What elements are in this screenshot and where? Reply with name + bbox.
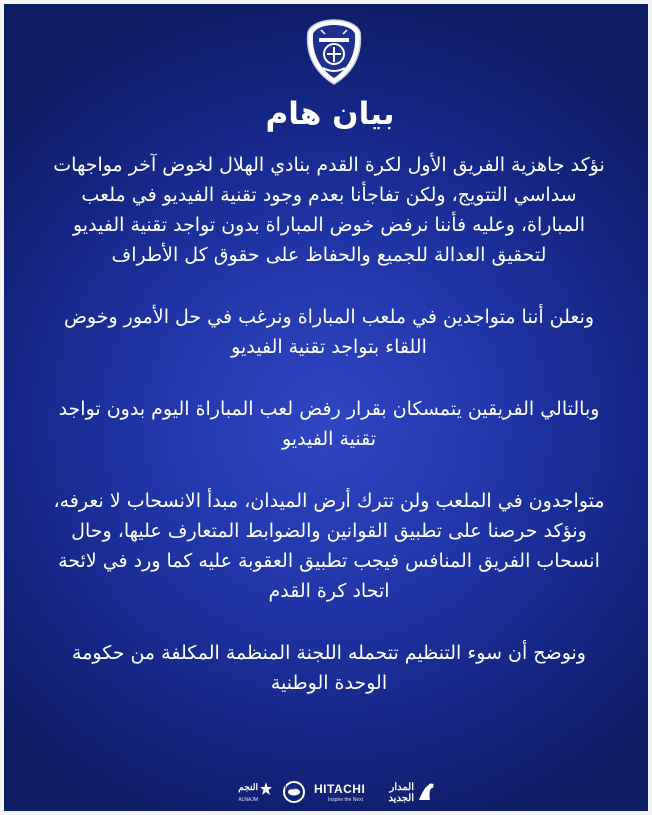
- paragraph-line: متواجدون في الملعب ولن تترك أرض الميدان، مبدأ الانسحاب لا نعرفه،: [53, 490, 605, 512]
- libyana-logo: [278, 778, 310, 808]
- hitachi-logo: [314, 778, 370, 808]
- paragraph-line: اللقاء بتواجد تقنية الفيديو: [231, 336, 427, 358]
- sponsor-tagline: Inspire the Next: [328, 797, 364, 803]
- paragraph-line: المباراة، وعليه فأننا نرفض خوض المباراة بدون تواجد تقنية الفيديو: [72, 214, 586, 236]
- sponsor-name: النجم: [238, 782, 258, 792]
- paragraph-line: تقنية الفيديو: [281, 428, 377, 450]
- statement-title: بيان هام: [265, 96, 395, 132]
- almadar-logo: [376, 778, 436, 808]
- paragraph-5: [30, 638, 628, 698]
- paragraph-line: وبالتالي الفريقين يتمسكان بقرار رفض لعب المباراة اليوم بدون تواجد: [58, 398, 600, 420]
- paragraph-1: [30, 150, 628, 270]
- sponsor-strip: [8, 778, 652, 808]
- paragraph-line: انسحاب الفريق المنافس فيجب تطبيق العقوبة عليه كما ورد في لائحة: [58, 550, 600, 572]
- paragraph-line: الوحدة الوطنية: [270, 672, 388, 694]
- sponsor-tagline: ALNAJM: [238, 797, 258, 803]
- sponsor-name: HITACHI: [314, 782, 366, 796]
- paragraph-line: ونعلن أننا متواجدين في ملعب المباراة ونرغب في حل الأمور وخوض: [63, 306, 595, 328]
- paragraph-line: اتحاد كرة القدم: [268, 580, 390, 602]
- paragraph-2: [30, 302, 628, 362]
- paragraph-4: [30, 486, 628, 606]
- paragraph-line: ونوضح أن سوء التنظيم تتحمله اللجنة المنظمة المكلفة من حكومة: [72, 642, 586, 664]
- paragraph-line: نؤكد جاهزية الفريق الأول لكرة القدم بنادي الهلال لخوض آخر مواجهات: [53, 154, 605, 176]
- club-crest-icon: [305, 18, 363, 86]
- sponsor-name: ليبيانا: [285, 785, 296, 791]
- paragraph-3: [30, 394, 628, 454]
- alnijm-logo: [230, 778, 274, 808]
- paragraph-line: لتحقيق العدالة للجميع والحفاظ على حقوق كل الأطراف: [111, 244, 547, 266]
- statement-body: [30, 150, 628, 730]
- paragraph-line: سداسي التتويج، ولكن تفاجأنا بعدم وجود تقنية الفيديو في ملعب: [81, 184, 577, 206]
- statement-canvas: [8, 8, 652, 815]
- sponsor-name: المدار الجديد: [388, 782, 414, 804]
- paragraph-line: ونؤكد حرصنا على تطبيق القوانين والضوابط المتعارف عليها، وحال: [71, 520, 587, 542]
